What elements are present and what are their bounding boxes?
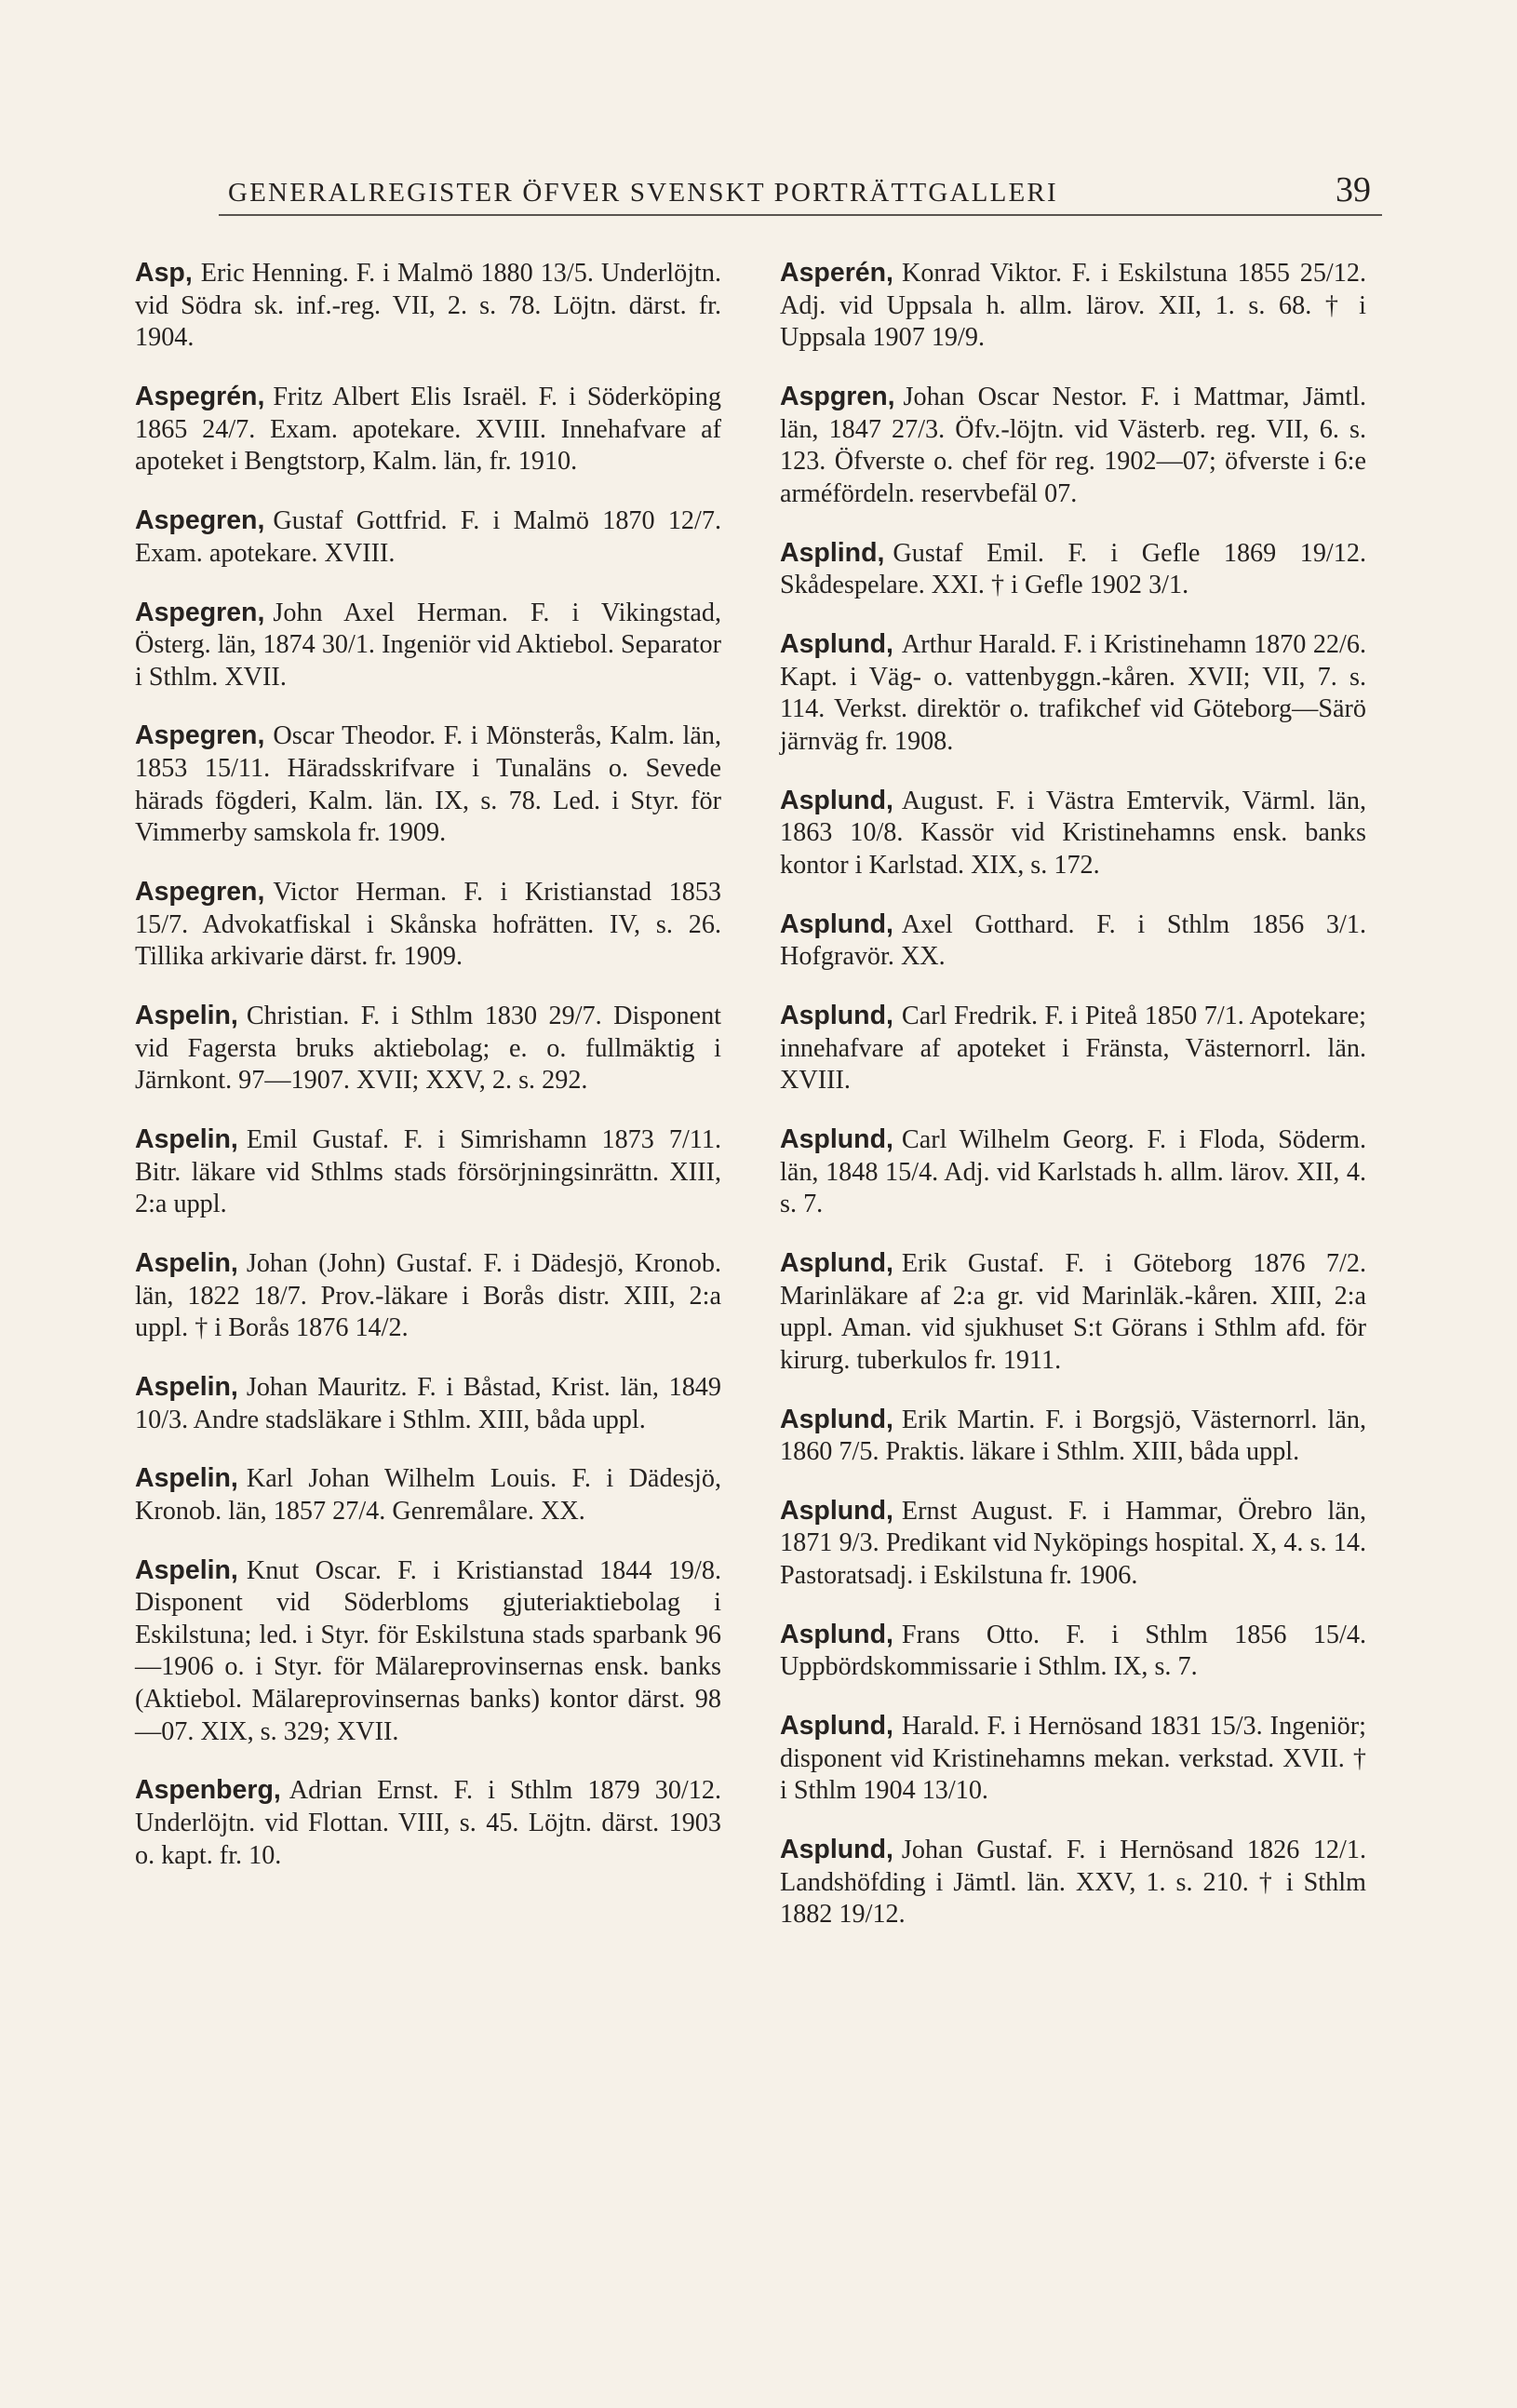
entry-surname: Aspelin,: [135, 1463, 238, 1494]
entry-text: Ernst August. F. i Hammar, Örebro län, 1871 9/3. Predikant vid Nyköpings hospital. X, 4. s. 14. Pastoratsadj. i Eskilstuna fr. 1906.: [780, 1496, 1366, 1591]
entry-text: Fritz Albert Elis Israël. F. i Söderköping 1865 24/7. Exam. apotekare. XVIII. Innehafvare af apoteket i Bengtstorp, Kalm. län, fr. 1910.: [135, 383, 721, 477]
entry-surname: Asplind,: [780, 537, 885, 568]
register-entry: [780, 1247, 1366, 1377]
entry-text: Oscar Theodor. F. i Mönsterås, Kalm. län, 1853 15/11. Häradsskrifvare i Tunaläns o. Sevede härads fögderi, Kalm. län. IX, s. 78. Led. i Styr. för Vimmerby samskola fr. 1909.: [135, 721, 721, 848]
entry-surname: Asplund,: [780, 1247, 893, 1278]
entry-surname: Asplund,: [780, 908, 893, 939]
register-entry: [780, 381, 1366, 510]
register-entry: [780, 537, 1366, 602]
entry-text: Erik Gustaf. F. i Göteborg 1876 7/2. Marinläkare af 2:a gr. vid Marinläk.-kåren. XIII, 2:a uppl. Aman. vid sjukhuset S:t Görans i Sthlm afd. för kirurg. tuberkulos fr. 1911.: [780, 1248, 1366, 1375]
entry-surname: Asplund,: [780, 1495, 893, 1526]
register-entry: [135, 1371, 721, 1436]
entry-surname: Asplund,: [780, 1835, 893, 1865]
register-entry: [135, 257, 721, 355]
register-entry: [135, 597, 721, 694]
entry-surname: Asplund,: [780, 1123, 893, 1154]
register-entry: [135, 504, 721, 570]
register-entry: [135, 1462, 721, 1527]
register-entry: [135, 1000, 721, 1097]
entry-surname: Aspegren,: [135, 597, 265, 627]
register-entry: [780, 1834, 1366, 1931]
register-entry: [780, 1123, 1366, 1221]
entry-text: August. F. i Västra Emtervik, Värml. län, 1863 10/8. Kassör vid Kristinehamns ensk. banks kontor i Karlstad. XIX, s. 172.: [780, 786, 1366, 880]
entry-surname: Asplund,: [780, 785, 893, 815]
entry-text: John Axel Herman. F. i Vikingstad, Österg. län, 1874 30/1. Ingeniör vid Aktiebol. Separator i Sthlm. XVII.: [135, 598, 721, 692]
register-entry: [135, 1554, 721, 1749]
entry-text: Emil Gustaf. F. i Simrishamn 1873 7/11. Bitr. läkare vid Sthlms stads försörjningsinrättn. XIII, 2:a uppl.: [135, 1124, 721, 1219]
entry-surname: Aspelin,: [135, 1001, 238, 1030]
entry-text: Konrad Viktor. F. i Eskilstuna 1855 25/12. Adj. vid Uppsala h. allm. lärov. XII, 1. s. 68. † i Uppsala 1907 19/9.: [780, 259, 1366, 353]
entry-surname: Aspelin,: [135, 1554, 238, 1585]
entry-text: Erik Martin. F. i Borgsjö, Västernorrl. län, 1860 7/5. Praktis. läkare i Sthlm. XIII, båda uppl.: [780, 1405, 1366, 1467]
register-entry: [780, 1495, 1366, 1593]
running-title: GENERALREGISTER ÖFVER SVENSKT PORTRÄTTGALLERI: [228, 178, 1058, 208]
entry-text: Carl Fredrik. F. i Piteå 1850 7/1. Apotekare; innehafvare af apoteket i Fränsta, Västernorrl. län. XVIII.: [780, 1002, 1366, 1096]
register-entry: [135, 876, 721, 974]
entry-surname: Asplund,: [780, 1404, 893, 1434]
register-entry: [780, 257, 1366, 355]
page-header: [219, 158, 1382, 216]
entry-surname: Asplund,: [780, 1619, 893, 1649]
entry-surname: Asplund,: [780, 1711, 893, 1742]
entry-text: Adrian Ernst. F. i Sthlm 1879 30/12. Underlöjtn. vid Flottan. VIII, s. 45. Löjtn. därst. 1903 o. kapt. fr. 10.: [135, 1776, 721, 1870]
entry-text: Frans Otto. F. i Sthlm 1856 15/4. Uppbördskommissarie i Sthlm. IX, s. 7.: [780, 1620, 1366, 1682]
entry-text: Karl Johan Wilhelm Louis. F. i Dädesjö, Kronob. län, 1857 27/4. Genremålare. XX.: [135, 1464, 721, 1526]
register-entry: [135, 1247, 721, 1345]
entry-surname: Aspgren,: [780, 382, 895, 412]
right-column: [780, 231, 1366, 1945]
entry-surname: Aspelin,: [135, 1247, 238, 1278]
entry-text: Eric Henning. F. i Malmö 1880 13/5. Underlöjtn. vid Södra sk. inf.-reg. VII, 2. s. 78. Löjtn. därst. fr. 1904.: [135, 259, 721, 353]
entry-text: Johan (John) Gustaf. F. i Dädesjö, Kronob. län, 1822 18/7. Prov.-läkare i Borås distr. XIII, 2:a uppl. † i Borås 1876 14/2.: [135, 1248, 721, 1343]
entry-surname: Asplund,: [780, 629, 893, 660]
entry-text: Knut Oscar. F. i Kristianstad 1844 19/8. Disponent vid Söderbloms gjuteriaktiebolag i Eskilstuna; led. i Styr. för Eskilstuna stads sparbank 96—1906 o. i Styr. för Mälareprovinsernas ensk. banks (Aktiebol. Mälareprovinsernas banks) kontor därst. 98—07. XIX, s. 329; XVII.: [135, 1555, 721, 1746]
entry-surname: Aspegrén,: [135, 382, 265, 412]
entry-surname: Aspenberg,: [135, 1775, 281, 1806]
entry-surname: Aspegren,: [135, 505, 265, 536]
register-entry: [135, 1123, 721, 1221]
register-entry: [135, 1774, 721, 1872]
entry-surname: Aspegren,: [135, 720, 265, 751]
entry-text: Carl Wilhelm Georg. F. i Floda, Söderm. län, 1848 15/4. Adj. vid Karlstads h. allm. lärov. XII, 4. s. 7.: [780, 1124, 1366, 1219]
entry-surname: Aspegren,: [135, 877, 265, 908]
register-entry: [780, 1710, 1366, 1808]
left-column: [135, 231, 721, 1886]
entry-text: Axel Gotthard. F. i Sthlm 1856 3/1. Hofgravör. XX.: [780, 909, 1366, 972]
register-entry: [780, 785, 1366, 882]
entry-text: Harald. F. i Hernösand 1831 15/3. Ingeniör; disponent vid Kristinehamns mekan. verkstad. XVII. † i Sthlm 1904 13/10.: [780, 1712, 1366, 1806]
register-entry: [780, 628, 1366, 758]
entry-text: Victor Herman. F. i Kristianstad 1853 15/7. Advokatfiskal i Skånska hofrätten. IV, s. 26. Tillika arkivarie därst. fr. 1909.: [135, 878, 721, 972]
entry-surname: Asperén,: [780, 258, 893, 289]
page-number: 39: [1336, 170, 1371, 209]
entry-surname: Asplund,: [780, 1001, 893, 1030]
entry-text: Johan Oscar Nestor. F. i Mattmar, Jämtl. län, 1847 27/3. Öfv.-löjtn. vid Västerb. reg. VII, 6. s. 123. Öfverste o. chef för reg. 1902—07; öfverste i 6:e arméfördeln. reservbefäl 07.: [780, 383, 1366, 508]
register-entry: [780, 1000, 1366, 1097]
register-entry: [780, 1619, 1366, 1684]
register-entry: [780, 1404, 1366, 1469]
entry-text: Johan Mauritz. F. i Båstad, Krist. län, 1849 10/3. Andre stadsläkare i Sthlm. XIII, båda uppl.: [135, 1372, 721, 1434]
entry-surname: Aspelin,: [135, 1371, 238, 1402]
entry-text: Arthur Harald. F. i Kristinehamn 1870 22/6. Kapt. i Väg- o. vattenbyggn.-kåren. XVII; VII, 7. s. 114. Verkst. direktör o. trafikchef vid Göteborg—Särö järnväg fr. 1908.: [780, 630, 1366, 756]
register-entry: [135, 381, 721, 478]
register-entry: [780, 908, 1366, 974]
entry-text: Johan Gustaf. F. i Hernösand 1826 12/1. Landshöfding i Jämtl. län. XXV, 1. s. 210. † i Sthlm 1882 19/12.: [780, 1836, 1366, 1930]
entry-surname: Aspelin,: [135, 1123, 238, 1154]
entry-text: Gustaf Gottfrid. F. i Malmö 1870 12/7. Exam. apotekare. XVIII.: [135, 506, 721, 568]
entry-text: Christian. F. i Sthlm 1830 29/7. Disponent vid Fagersta bruks aktiebolag; e. o. fullmäktig i Järnkont. 97—1907. XVII; XXV, 2. s. 292.: [135, 1002, 721, 1096]
register-entry: [135, 720, 721, 849]
entry-surname: Asp,: [135, 258, 193, 289]
entry-text: Gustaf Emil. F. i Gefle 1869 19/12. Skådespelare. XXI. † i Gefle 1902 3/1.: [780, 538, 1366, 600]
